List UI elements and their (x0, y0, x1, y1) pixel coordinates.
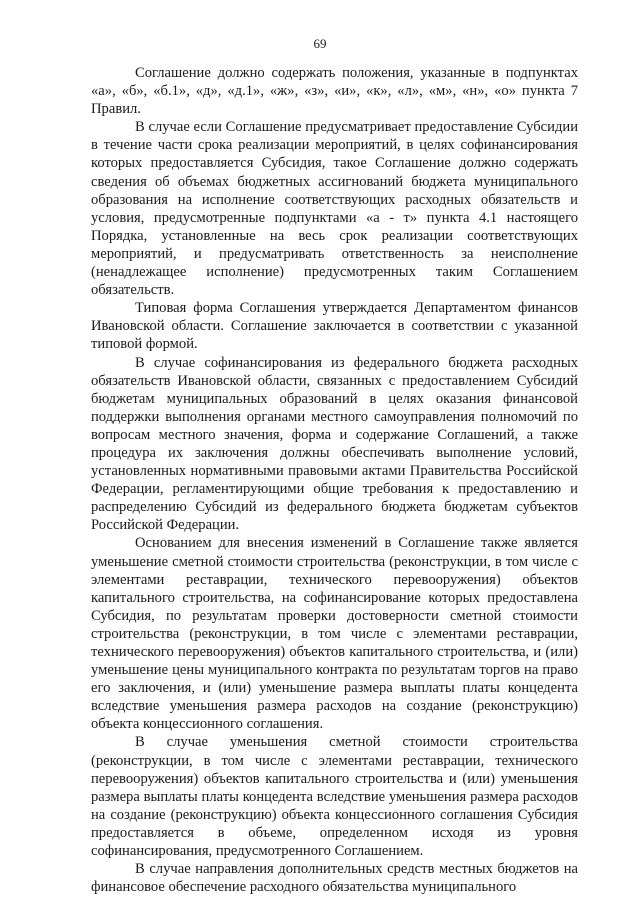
paragraph: В случае направления дополнительных средств местных бюджетов на финансовое обеспечение расходного обязательства муниципального (91, 861, 578, 896)
body-text (91, 64, 578, 896)
paragraph: Типовая форма Соглашения утверждается Департаментом финансов Ивановской области. Соглашение заключается в соответствии с указанной типовой формой. (91, 300, 578, 353)
paragraph: В случае софинансирования из федерального бюджета расходных обязательств Ивановской области, связанных с предоставлением Субсидий бюджетам муниципальных образований в целях оказания финансовой поддержки выполнения органами местного самоуправления полномочий по вопросам местного значения, форма и содержание Соглашений, а также процедура их заключения должны обеспечивать выполнение условий, установленных нормативными правовыми актами Правительства Российской Федерации, регламентирующими общие требования к предоставлению и распределению Субсидий из федерального бюджета бюджетам субъектов Российской Федерации. (91, 354, 578, 534)
paragraph: Основанием для внесения изменений в Соглашение также является уменьшение сметной стоимости строительства (реконструкции, в том числе с элементами реставрации, технического перевооружения) объектов капитального строительства, на софинансирование которых предоставлена Субсидия, по результатам проверки достоверности сметной стоимости строительства (реконструкции, в том числе с элементами реставрации, технического перевооружения) объектов капитального строительства, и (или) уменьшение цены муниципального контракта по результатам торгов на право его заключения, и (или) уменьшение размера выплаты платы концедента вследствие уменьшения размера расходов на создание (реконструкцию) объекта концессионного соглашения. (91, 535, 578, 733)
paragraph: В случае уменьшения сметной стоимости строительства (реконструкции, в том числе с элементами реставрации, технического перевооружения) объектов капитального строительства и (или) уменьшения размера выплаты платы концедента вследствие уменьшения размера расходов на создание (реконструкцию) объекта концессионного соглашения Субсидия предоставляется в объеме, определенном исходя из уровня софинансирования, предусмотренного Соглашением. (91, 734, 578, 860)
paragraph: Соглашение должно содержать положения, указанные в подпунктах «а», «б», «б.1», «д», «д.1», «ж», «з», «и», «к», «л», «м», «н», «о» пункта 7 Правил. (91, 65, 578, 118)
page-number: 69 (313, 36, 327, 51)
paragraph: В случае если Соглашение предусматривает предоставление Субсидии в течение части срока реализации мероприятий, в целях софинансирования которых предоставляется Субсидия, такое Соглашение должно содержать сведения об объемах бюджетных ассигнований бюджета муниципального образования на исполнение соответствующих расходных обязательств и условия, предусмотренные подпунктами «а - т» пункта 4.1 настоящего Порядка, установленные на весь срок реализации соответствующих мероприятий, и предусматривать ответственность за неисполнение (ненадлежащее исполнение) предусмотренных таким Соглашением обязательств. (91, 119, 578, 299)
